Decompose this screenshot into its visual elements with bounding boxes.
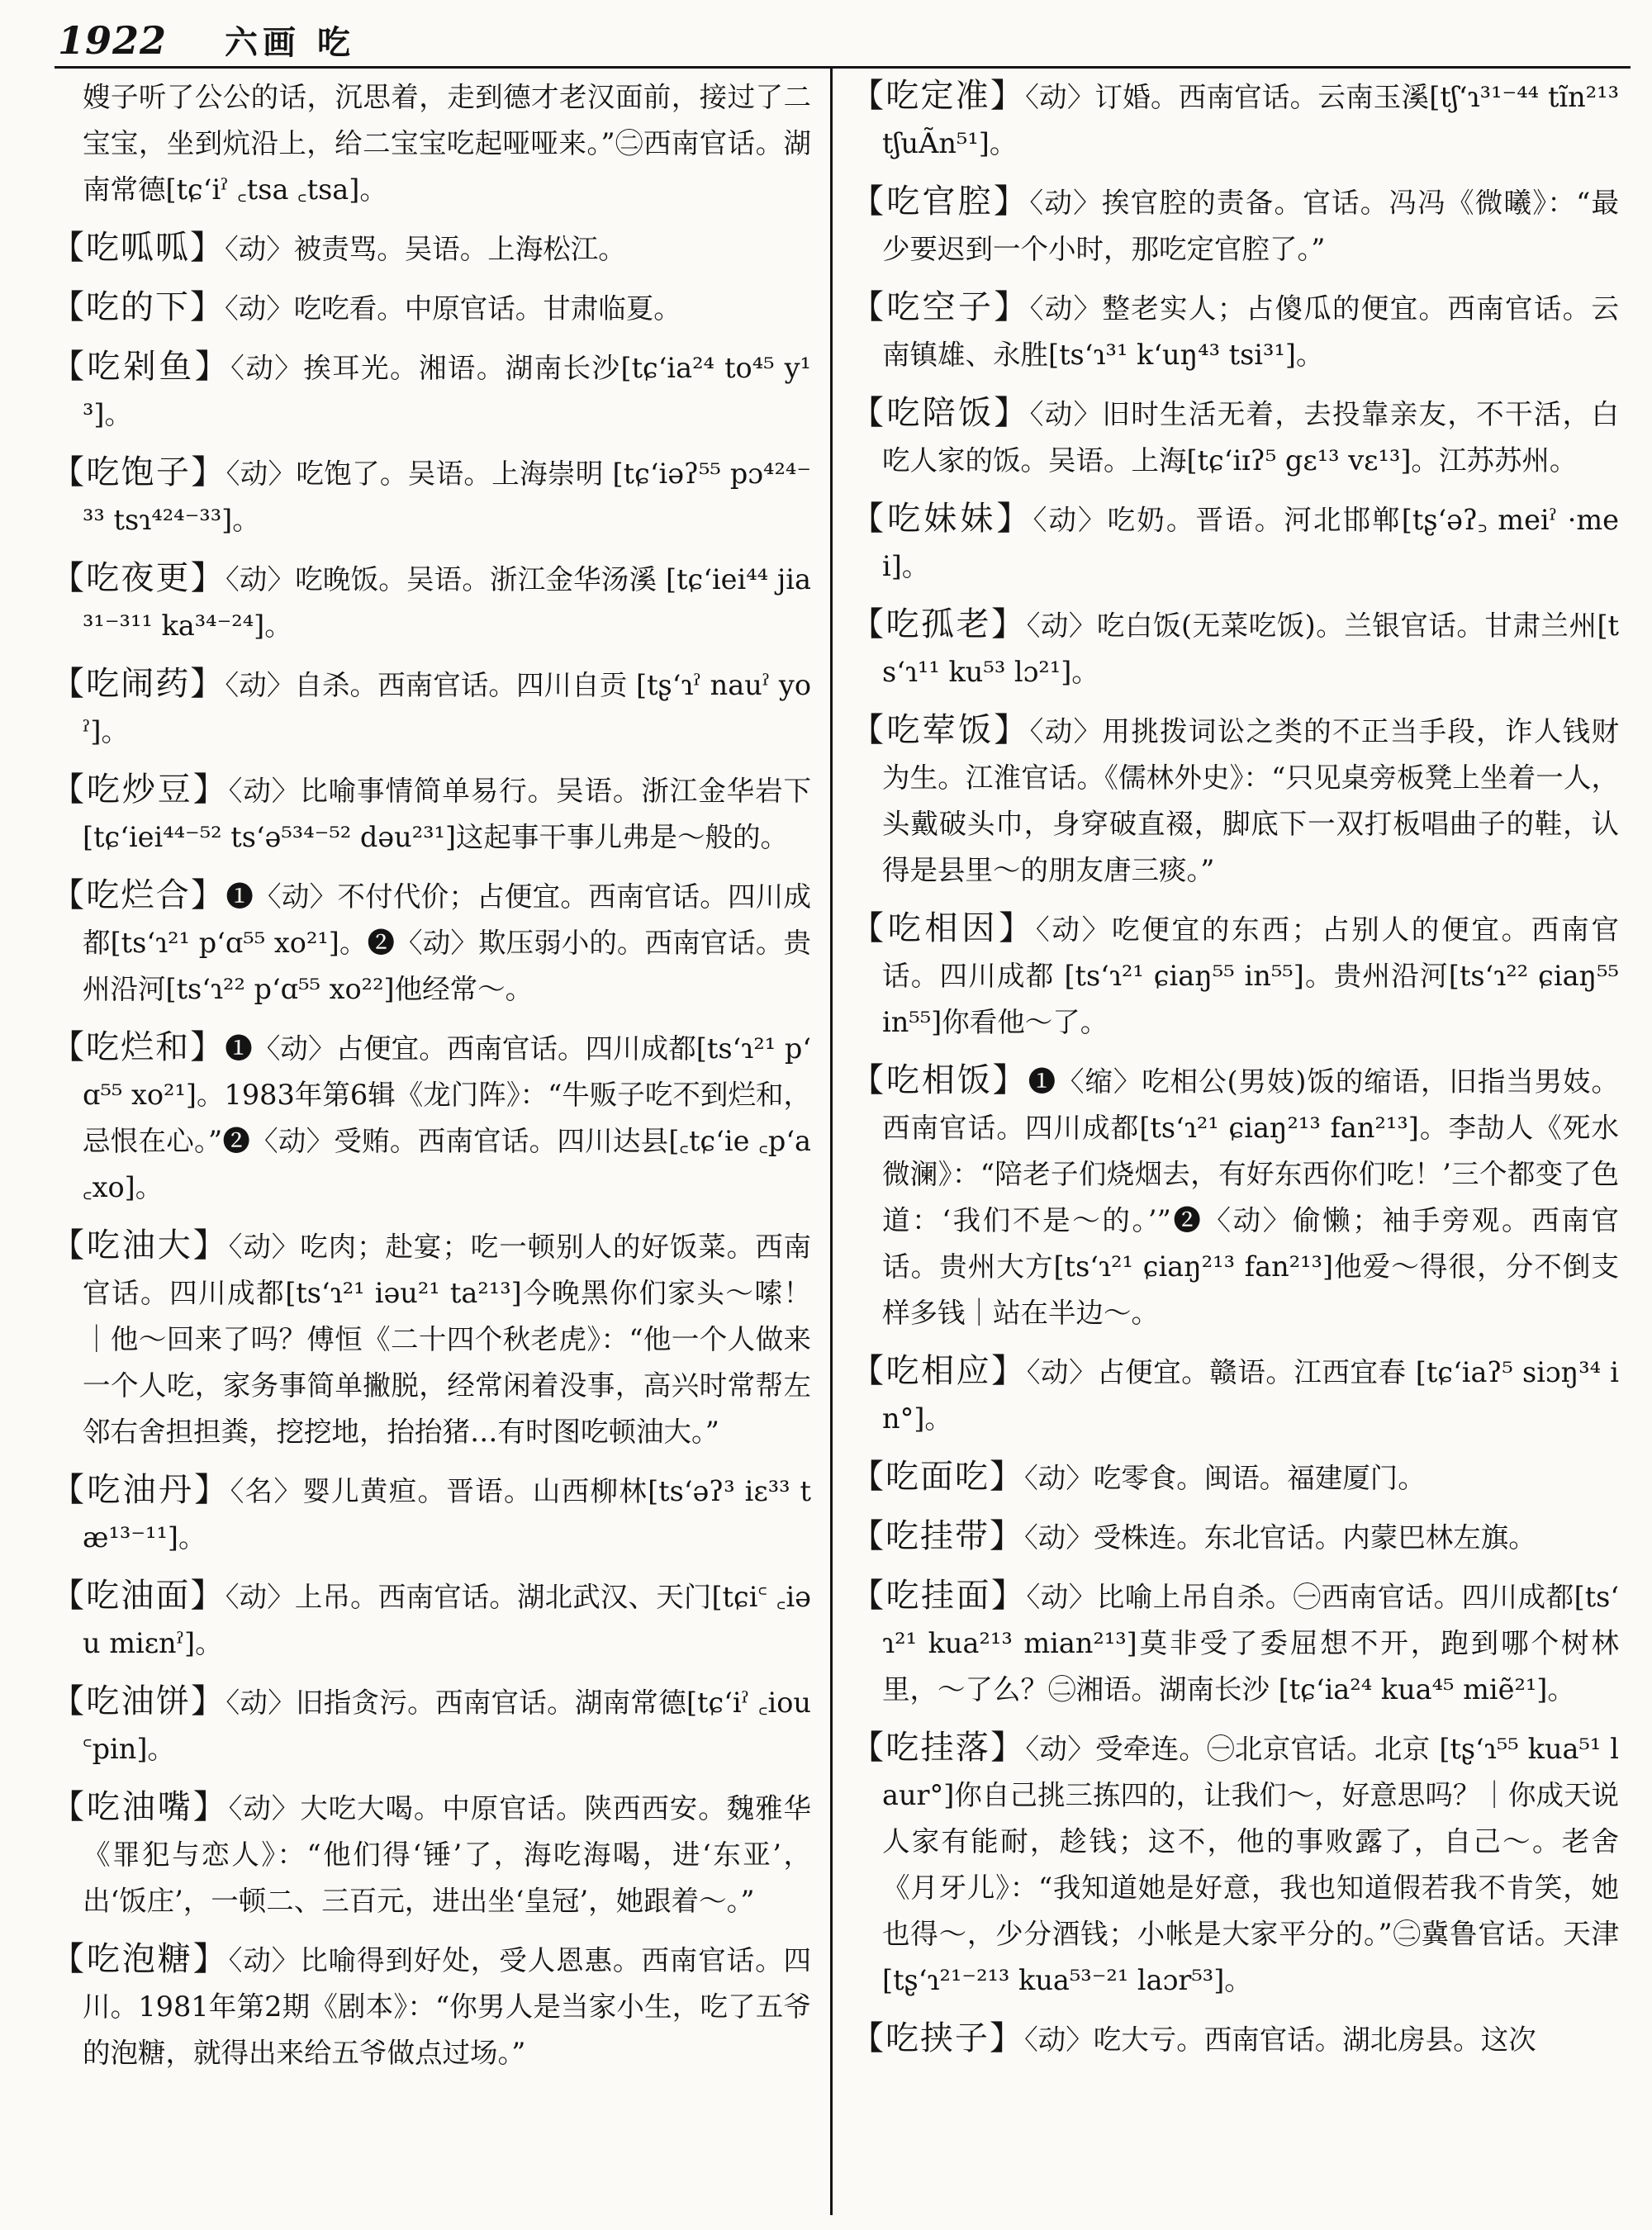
dictionary-entry [51, 225, 811, 273]
entry-headword: 【吃挂面】 [851, 1577, 1027, 1615]
dictionary-entry [851, 178, 1619, 273]
entry-text: 〈动〉吃大亏。西南官话。湖北房县。这次 [1024, 2024, 1536, 2056]
dictionary-entry [851, 284, 1619, 378]
page-number: 1922 [58, 18, 168, 63]
dictionary-entry [851, 601, 1619, 695]
dictionary-entry [851, 1348, 1619, 1442]
entry-text: 〈动〉挨耳光。湘语。湖南长沙[tɕʻia²⁴ to⁴⁵ y¹³]。 [83, 352, 811, 430]
entry-text: 〈动〉旧时生活无着，去投靠亲友，不干活，白吃人家的饭。吴语。上海[tɕʻiɪʔ⁵ gɛ¹³ vɛ¹³]。江苏苏州。 [882, 398, 1619, 477]
entry-text: 嫂子听了公公的话，沉思着，走到德才老汉面前，接过了二宝宝，坐到炕沿上，给二宝宝吃起哑哑来。”㊁西南官话。湖南常德[tɕʻiˀ ꜀tsa ꜀tsa]。 [83, 81, 811, 206]
dictionary-entry [851, 1513, 1619, 1561]
entry-headword: 【吃妹妹】 [851, 500, 1033, 538]
left-column [51, 73, 811, 2220]
entry-text: 〈动〉大吃大喝。中原官话。陕西西安。魏雅华《罪犯与恋人》：“他们得‘锤’了，海吃海喝，进‘东亚’，出‘饭庄’，一顿二、三百元，进出坐‘皇冠’，她跟着～。” [83, 1792, 811, 1917]
dictionary-entry [51, 73, 811, 213]
dictionary-entry [851, 1725, 1619, 2004]
dictionary-entry [851, 73, 1619, 167]
entry-headword: 【吃油面】 [51, 1577, 225, 1615]
section-title: 六画 吃 [225, 23, 355, 62]
entry-headword: 【吃相因】 [851, 909, 1036, 947]
entry-headword: 【吃剁鱼】 [51, 348, 231, 386]
entry-text: 〈动〉自杀。西南官话。四川自贡 [tʂʻɿˀ nauˀ yoˀ]。 [83, 669, 811, 747]
entry-headword: 【吃的下】 [51, 288, 225, 326]
entry-text: 〈动〉比喻事情简单易行。吴语。浙江金华岩下[tɕʻiei⁴⁴⁻⁵² tsʻə⁵³⁴⁻⁵² dəu²³¹]这起事干事儿弗是～般的。 [83, 775, 811, 853]
page-header [58, 17, 1627, 66]
dictionary-entry [51, 1573, 811, 1667]
entry-text: 〈动〉比喻得到好处，受人恩惠。西南官话。四川。1981年第2期《剧本》：“你男人是当家小生，吃了五爷的泡糖，就得出来给五爷做点过场。” [83, 1944, 811, 2069]
entry-headword: 【吃空子】 [851, 288, 1030, 326]
entry-headword: 【吃闹药】 [51, 665, 225, 703]
entry-headword: 【吃相饭】 [851, 1061, 1028, 1099]
dictionary-entry [851, 390, 1619, 484]
entry-text: 〈动〉吃奶。晋语。河北邯郸[tʂʻəʔ꜆ meiˀ ·mei]。 [882, 504, 1619, 582]
entry-text: ❶〈动〉不付代价；占便宜。西南官话。四川成都[tsʻɿ²¹ pʻɑ⁵⁵ xo²¹]。❷〈动〉欺压弱小的。西南官话。贵州沿河[tsʻɿ²² pʻɑ⁵⁵ xo²²]他经常～。 [83, 880, 811, 1005]
entry-headword: 【吃油大】 [51, 1226, 229, 1264]
dictionary-entry [51, 1678, 811, 1772]
entry-headword: 【吃面吃】 [851, 1458, 1024, 1496]
entry-text: 〈动〉比喻上吊自杀。㊀西南官话。四川成都[tsʻɿ²¹ kua²¹³ mian²¹³]莫非受了委屈想不开，跑到哪个树林里，～了么？㊁湘语。湖南长沙 [tɕʻia²⁴ kua⁴⁵ miẽ²¹]。 [882, 1581, 1619, 1706]
entry-headword: 【吃夜更】 [51, 559, 225, 597]
right-column [851, 73, 1619, 2220]
dictionary-entry [51, 449, 811, 543]
entry-text: 〈动〉吃晚饭。吴语。浙江金华汤溪 [tɕʻiei⁴⁴ jia³¹⁻³¹¹ ka³⁴⁻²⁴]。 [83, 563, 811, 642]
entry-text: 〈动〉吃肉；赴宴；吃一顿别人的好饭菜。西南官话。四川成都[tsʻɿ²¹ iəu²¹ ta²¹³]今晚黑你们家头～嗦！｜他～回来了吗？傅恒《二十四个秋老虎》：“他一个人做来一个人吃，家务事简单撇脱，经常闲着没事，高兴时常帮左邻右舍担担粪，挖挖地，抬抬猪…有时图吃顿油大。” [83, 1231, 811, 1448]
entry-text: 〈动〉用挑拨词讼之类的不正当手段，诈人钱财为生。江淮官话。《儒林外史》：“只见桌旁板凳上坐着一人，头戴破头巾，身穿破直裰，脚底下一双打板唱曲子的鞋，认得是县里～的朋友唐三痰。” [882, 715, 1619, 886]
entry-headword: 【吃泡糖】 [51, 1940, 229, 1978]
entry-text: 〈动〉受牵连。㊀北京官话。北京 [tʂʻɿ⁵⁵ kua⁵¹ laur°]你自己挑三拣四的，让我们～，好意思吗？｜你成天说人家有能耐，趁钱；这不，他的事败露了，自己～。老舍《月牙儿》：“我知道她是好意，我也知道假若我不肯笑，她也得～，少分酒钱；小帐是大家平分的。”㊁冀鲁官话。天津 [tʂʻɿ²¹⁻²¹³ kua⁵³⁻²¹ laɔr⁵³]。 [882, 1733, 1619, 1996]
entry-headword: 【吃孤老】 [851, 605, 1027, 643]
column-divider [830, 68, 833, 2215]
dictionary-entry [51, 1222, 811, 1455]
entry-text: 〈动〉挨官腔的责备。官话。冯冯《微曦》：“最少要迟到一个小时，那吃定官腔了。” [882, 187, 1619, 265]
dictionary-entry [851, 1057, 1619, 1336]
entry-headword: 【吃挂落】 [851, 1729, 1026, 1767]
entry-headword: 【吃饱子】 [51, 453, 226, 491]
entry-text: 〈动〉受株连。东北官话。内蒙巴林左旗。 [1024, 1521, 1536, 1554]
entry-headword: 【吃烂和】 [51, 1028, 225, 1066]
entry-headword: 【吃挂带】 [851, 1517, 1024, 1555]
entry-headword: 【吃相应】 [851, 1352, 1027, 1390]
entry-text: 〈动〉吃饱了。吴语。上海崇明 [tɕʻiəʔ⁵⁵ pɔ⁴²⁴⁻³³ tsɿ⁴²⁴⁻³³]。 [83, 458, 811, 536]
dictionary-entry [51, 661, 811, 755]
dictionary-entry [51, 1024, 811, 1211]
entry-headword: 【吃油嘴】 [51, 1788, 229, 1826]
dictionary-entry [851, 905, 1619, 1046]
entry-headword: 【吃炒豆】 [51, 771, 229, 809]
dictionary-entry [51, 1784, 811, 1924]
entry-text: 〈动〉吃便宜的东西；占别人的便宜。西南官话。四川成都 [tsʻɿ²¹ ɕiaŋ⁵⁵ in⁵⁵]。贵州沿河[tsʻɿ²² ɕiaŋ⁵⁵ in⁵⁵]你看他～了。 [882, 913, 1619, 1038]
dictionary-entry [851, 2015, 1619, 2063]
entry-text: 〈动〉上吊。西南官话。湖北武汉、天门[tɕi꜂ ꜀iəu miɛnˀ]。 [83, 1581, 811, 1659]
dictionary-entry [51, 1936, 811, 2076]
entry-text: 〈动〉吃白饭(无菜吃饭)。兰银官话。甘肃兰州[tsʻɿ¹¹ ku⁵³ lɔ²¹]。 [882, 610, 1619, 688]
entry-text: 〈动〉旧指贪污。西南官话。湖南常德[tɕʻiˀ ꜀iou ꜂pin]。 [83, 1687, 811, 1765]
entry-headword: 【吃陪饭】 [851, 394, 1030, 432]
dictionary-entry [51, 284, 811, 332]
entry-text: 〈动〉吃吃看。中原官话。甘肃临夏。 [225, 292, 681, 325]
dictionary-entry [51, 766, 811, 861]
entry-headword: 【吃挟子】 [851, 2019, 1024, 2057]
dictionary-entry [851, 496, 1619, 590]
dictionary-entry [51, 872, 811, 1013]
dictionary-entry [51, 344, 811, 438]
header-rule [55, 66, 1631, 69]
entry-text: ❶〈动〉占便宜。西南官话。四川成都[tsʻɿ²¹ pʻɑ⁵⁵ xo²¹]。1983年第6辑《龙门阵》：“牛贩子吃不到烂和，忌恨在心。”❷〈动〉受贿。西南官话。四川达县[꜀tɕʻie ꜀pʻa ꜀xo]。 [83, 1032, 811, 1203]
entry-headword: 【吃油丹】 [51, 1471, 230, 1509]
entry-headword: 【吃烂合】 [51, 876, 226, 914]
entry-text: ❶〈缩〉吃相公(男妓)饭的缩语，旧指当男妓。西南官话。四川成都[tsʻɿ²¹ ɕiaŋ²¹³ fan²¹³]。李劼人《死水微澜》：“陪老子们烧烟去，有好东西你们吃！’三个都变了色道：‘我们不是～的。’”❷〈动〉偷懒；袖手旁观。西南官话。贵州大方[tsʻɿ²¹ ɕiaŋ²¹³ fan²¹³]他爱～得很，分不倒支样多钱｜站在半边～。 [882, 1065, 1619, 1329]
entry-text: 〈动〉订婚。西南官话。云南玉溪[tʃʻɿ³¹⁻⁴⁴ tĩn²¹³ tʃuÃn⁵¹]。 [882, 81, 1619, 159]
dictionary-entry [51, 1467, 811, 1561]
entry-text: 〈动〉被责骂。吴语。上海松江。 [225, 233, 626, 265]
dictionary-entry [51, 555, 811, 649]
entry-headword: 【吃定准】 [851, 77, 1026, 115]
entry-text: 〈动〉占便宜。赣语。江西宜春 [tɕʻiaʔ⁵ siɔŋ³⁴ in°]。 [882, 1356, 1619, 1435]
entry-headword: 【吃呱呱】 [51, 229, 225, 267]
dictionary-entry [851, 1454, 1619, 1502]
entry-text: 〈动〉吃零食。闽语。福建厦门。 [1024, 1462, 1426, 1494]
dictionary-entry [851, 1573, 1619, 1713]
entry-text: 〈名〉婴儿黄疸。晋语。山西柳林[tsʻəʔ³ iɛ³³ tæ¹³⁻¹¹]。 [83, 1475, 811, 1554]
entry-headword: 【吃油饼】 [51, 1682, 226, 1720]
entry-headword: 【吃官腔】 [851, 183, 1030, 221]
dictionary-entry [851, 707, 1619, 894]
entry-text: 〈动〉整老实人；占傻瓜的便宜。西南官话。云南镇雄、永胜[tsʻɿ³¹ kʻuŋ⁴³ tsi³¹]。 [882, 292, 1619, 371]
entry-headword: 【吃荤饭】 [851, 711, 1030, 749]
